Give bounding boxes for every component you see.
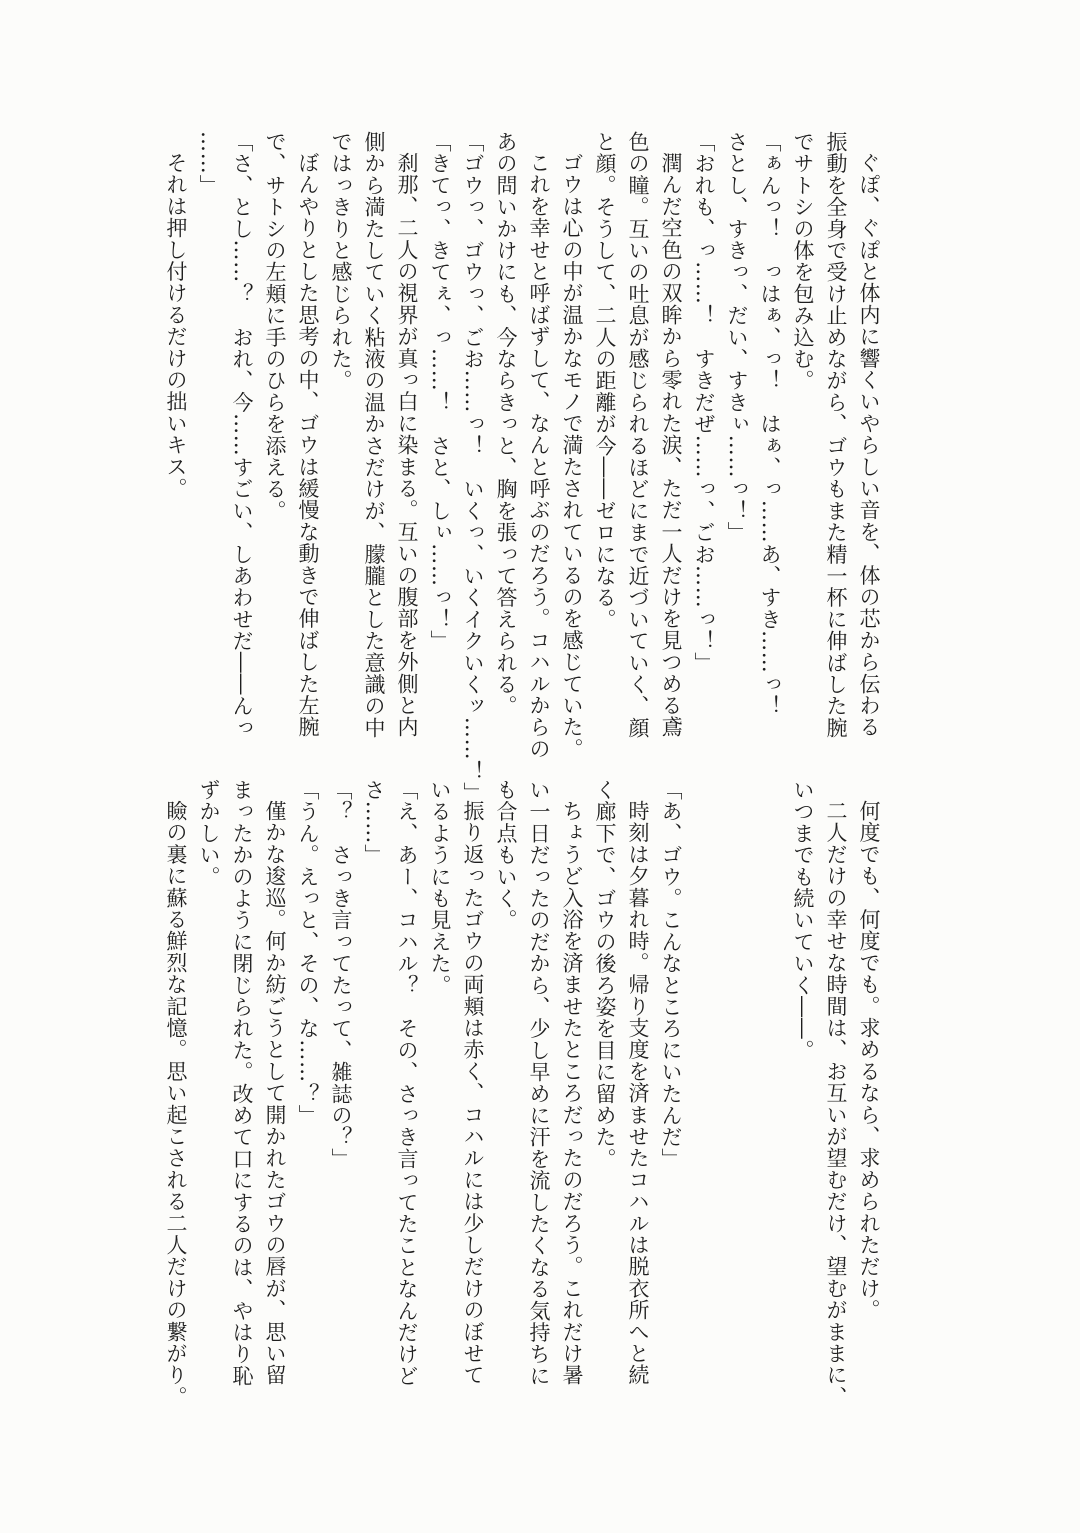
text-line: いつまでも続いていく――。 [791, 779, 815, 1062]
upper-text-block [159, 131, 885, 804]
text-line: ぐぽ、ぐぽと体内に響くいやらしい音を、体の芯から伝わる [857, 152, 881, 738]
text-line: 二人だけの幸せな時間は、お互いが望むだけ、望むがままに、 [824, 800, 848, 1408]
text-line: 「おれも、っ……！ すきだぜ……っ、ごお……っ！」 [692, 131, 716, 674]
text-line: 何度でも、何度でも。求めるなら、求められただけ。 [857, 800, 881, 1321]
text-line: でサトシの体を包み込む。 [791, 131, 815, 392]
text-line: ……」 [197, 131, 221, 197]
text-line: 潤んだ空色の双眸から零れた涙、ただ一人だけを見つめる鳶 [659, 152, 683, 738]
text-line: 側から満たしていく粘液の温かさだけが、朦朧とした意識の中 [362, 131, 386, 739]
text-line: と顔。そうして、二人の距離が今――ゼロになる。 [593, 131, 617, 631]
text-line: あの問いかけにも、今ならきっと、胸を張って答えられる。 [494, 131, 518, 717]
text-line: ちょうど入浴を済ませたところだったのだろう。これだけ暑 [560, 800, 584, 1386]
text-line: ずかしい。 [197, 779, 221, 888]
lower-text-block [159, 779, 885, 1449]
text-line: まったかのように閉じられた。改めて口にするのは、やはり恥 [230, 779, 254, 1387]
text-line: 「うん。えっと、その、な……？」 [296, 779, 320, 1127]
text-line: 「ゴウっ、ゴウっ、ごお……っ！ いくっ、いくイクいくッ……！」 [461, 131, 485, 804]
text-line: いるようにも見えた。 [428, 779, 452, 996]
text-line: それは押し付けるだけの拙いキス。 [164, 152, 188, 500]
text-line: 僅かな逡巡。何か紡ごうとして開かれたゴウの唇が、思い留 [263, 800, 287, 1386]
text-line: 「ぁんっ！ っはぁ、っ！ はぁ、っ……あ、すき……っ！ [758, 131, 782, 717]
text-line: い一日だったのだから、少し早めに汗を流したくなる気持ちに [527, 779, 551, 1387]
text-line: 「きてっ、きてぇ、っ……！ さと、しぃ……っ！」 [428, 131, 452, 652]
text-line: さ……」 [362, 779, 386, 866]
text-line: ではっきりと感じられた。 [329, 131, 353, 392]
blank-line [720, 779, 753, 1449]
text-line: さとし、すきっ、だい、すきぃ……っ！」 [725, 131, 749, 544]
text-line: これを幸せと呼ばずして、なんと呼ぶのだろう。コハルからの [527, 152, 551, 760]
text-line: 「え、あー、コハル？ その、さっき言ってたことなんだけど [395, 779, 419, 1387]
text-line: 振り返ったゴウの両頬は赤く、コハルには少しだけのぼせて [461, 800, 485, 1386]
blank-line [687, 779, 720, 1449]
text-line: 刹那、二人の視界が真っ白に染まる。互いの腹部を外側と内 [395, 152, 419, 738]
text-line: 「？ さっき言ってたって、雑誌の？」 [329, 779, 353, 1170]
text-line: 「さ、とし……？ おれ、今……すごい、しあわせだ――んっ [230, 131, 254, 739]
text-line: 瞼の裏に蘇る鮮烈な記憶。思い起こされる二人だけの繋がり。 [164, 800, 188, 1408]
text-line: 時刻は夕暮れ時。帰り支度を済ませたコハルは脱衣所へと続 [626, 800, 650, 1386]
text-line: で、サトシの左頬に手のひらを添える。 [263, 131, 287, 522]
text-line: ゴウは心の中が温かなモノで満たされているのを感じていた。 [560, 152, 584, 760]
text-line: ぼんやりとした思考の中、ゴウは緩慢な動きで伸ばした左腕 [296, 152, 320, 738]
blank-line [753, 779, 786, 1449]
text-line: 「あ、ゴウ。こんなところにいたんだ」 [659, 779, 683, 1170]
text-line: く廊下で、ゴウの後ろ姿を目に留めた。 [593, 779, 617, 1170]
text-line: 色の瞳。互いの吐息が感じられるほどにまで近づいていく、顔 [626, 131, 650, 739]
text-line: 振動を全身で受け止めながら、ゴウもまた精一杯に伸ばした腕 [824, 131, 848, 739]
text-line: も合点もいく。 [494, 779, 518, 931]
